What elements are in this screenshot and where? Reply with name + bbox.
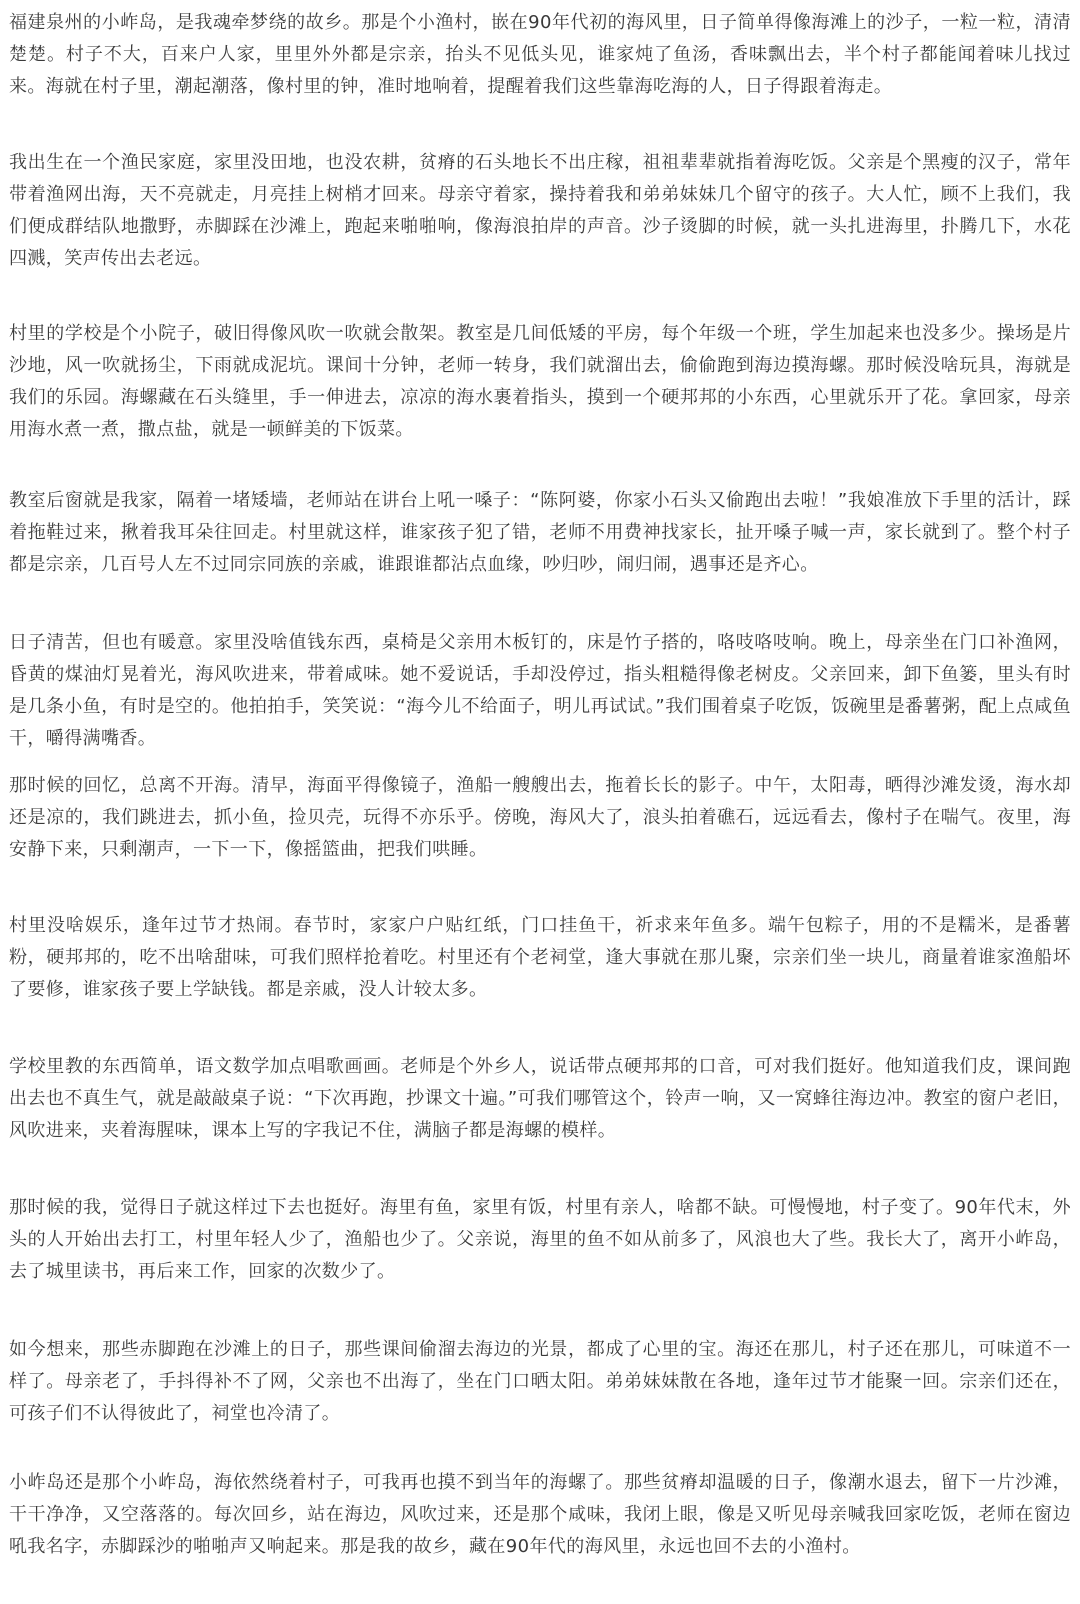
paragraph-4: 教室后窗就是我家，隔着一堵矮墙，老师站在讲台上吼一嗓子：“陈阿婆，你家小石头又偷跑出去啦！”我娘准放下手里的活计，踩着拖鞋过来，揪着我耳朵往回走。村里就这样，谁家孩子犯了错，老师不用费神找家长，扯开嗓子喊一声，家长就到了。整个村子都是宗亲，几百号人左不过同宗同族的亲戚，谁跟谁都沾点血缘，吵归吵，闹归闹，遇事还是齐心。 <box>9 490 1071 575</box>
paragraph-8: 学校里教的东西简单，语文数学加点唱歌画画。老师是个外乡人，说话带点硬邦邦的口音，可对我们挺好。他知道我们皮，课间跑出去也不真生气，就是敲敲桌子说：“下次再跑，抄课文十遍。”可我们哪管这个，铃声一响，又一窝蜂往海边冲。教室的窗户老旧，风吹进来，夹着海腥味，课本上写的字我记不住，满脑子都是海螺的模样。 <box>9 1056 1071 1141</box>
paragraph-7: 村里没啥娱乐，逢年过节才热闹。春节时，家家户户贴红纸，门口挂鱼干，祈求来年鱼多。端午包粽子，用的不是糯米，是番薯粉，硬邦邦的，吃不出啥甜味，可我们照样抢着吃。村里还有个老祠堂，逢大事就在那儿聚，宗亲们坐一块儿，商量着谁家渔船坏了要修，谁家孩子要上学缺钱。都是亲戚，没人计较太多。 <box>9 915 1071 1000</box>
paragraph-11: 小岞岛还是那个小岞岛，海依然绕着村子，可我再也摸不到当年的海螺了。那些贫瘠却温暖的日子，像潮水退去，留下一片沙滩，干干净净，又空落落的。每次回乡，站在海边，风吹过来，还是那个咸味，我闭上眼，像是又听见母亲喊我回家吃饭，老师在窗边吼我名字，赤脚踩沙的啪啪声又响起来。那是我的故乡，藏在90年代的海风里，永远也回不去的小渔村。 <box>9 1472 1071 1557</box>
paragraph-5: 日子清苦，但也有暖意。家里没啥值钱东西，桌椅是父亲用木板钉的，床是竹子搭的，咯吱咯吱响。晚上，母亲坐在门口补渔网，昏黄的煤油灯晃着光，海风吹进来，带着咸味。她不爱说话，手却没停过，指头粗糙得像老树皮。父亲回来，卸下鱼篓，里头有时是几条小鱼，有时是空的。他拍拍手，笑笑说：“海今儿不给面子，明儿再试试。”我们围着桌子吃饭，饭碗里是番薯粥，配上点咸鱼干，嚼得满嘴香。 <box>9 632 1071 749</box>
paragraph-10: 如今想来，那些赤脚跑在沙滩上的日子，那些课间偷溜去海边的光景，都成了心里的宝。海还在那儿，村子还在那儿，可味道不一样了。母亲老了，手抖得补不了网，父亲也不出海了，坐在门口晒太阳。弟弟妹妹散在各地，逢年过节才能聚一回。宗亲们还在，可孩子们不认得彼此了，祠堂也冷清了。 <box>9 1339 1071 1424</box>
paragraph-1: 福建泉州的小岞岛，是我魂牵梦绕的故乡。那是个小渔村，嵌在90年代初的海风里，日子简单得像海滩上的沙子，一粒一粒，清清楚楚。村子不大，百来户人家，里里外外都是宗亲，抬头不见低头见，谁家炖了鱼汤，香味飘出去，半个村子都能闻着味儿找过来。海就在村子里，潮起潮落，像村里的钟，准时地响着，提醒着我们这些靠海吃海的人，日子得跟着海走。 <box>9 12 1071 97</box>
paragraph-6: 那时候的回忆，总离不开海。清早，海面平得像镜子，渔船一艘艘出去，拖着长长的影子。中午，太阳毒，晒得沙滩发烫，海水却还是凉的，我们跳进去，抓小鱼，捡贝壳，玩得不亦乐乎。傍晚，海风大了，浪头拍着礁石，远远看去，像村子在喘气。夜里，海安静下来，只剩潮声，一下一下，像摇篮曲，把我们哄睡。 <box>9 775 1071 860</box>
paragraph-2: 我出生在一个渔民家庭，家里没田地，也没农耕，贫瘠的石头地长不出庄稼，祖祖辈辈就指着海吃饭。父亲是个黑瘦的汉子，常年带着渔网出海，天不亮就走，月亮挂上树梢才回来。母亲守着家，操持着我和弟弟妹妹几个留守的孩子。大人忙，顾不上我们，我们便成群结队地撒野，赤脚踩在沙滩上，跑起来啪啪响，像海浪拍岸的声音。沙子烫脚的时候，就一头扎进海里，扑腾几下，水花四溅，笑声传出去老远。 <box>9 152 1071 269</box>
paragraph-3: 村里的学校是个小院子，破旧得像风吹一吹就会散架。教室是几间低矮的平房，每个年级一个班，学生加起来也没多少。操场是片沙地，风一吹就扬尘，下雨就成泥坑。课间十分钟，老师一转身，我们就溜出去，偷偷跑到海边摸海螺。那时候没啥玩具，海就是我们的乐园。海螺藏在石头缝里，手一伸进去，凉凉的海水裹着指头，摸到一个硬邦邦的小东西，心里就乐开了花。拿回家，母亲用海水煮一煮，撒点盐，就是一顿鲜美的下饭菜。 <box>9 323 1071 440</box>
paragraph-9: 那时候的我，觉得日子就这样过下去也挺好。海里有鱼，家里有饭，村里有亲人，啥都不缺。可慢慢地，村子变了。90年代末，外头的人开始出去打工，村里年轻人少了，渔船也少了。父亲说，海里的鱼不如从前多了，风浪也大了些。我长大了，离开小岞岛，去了城里读书，再后来工作，回家的次数少了。 <box>9 1197 1071 1282</box>
